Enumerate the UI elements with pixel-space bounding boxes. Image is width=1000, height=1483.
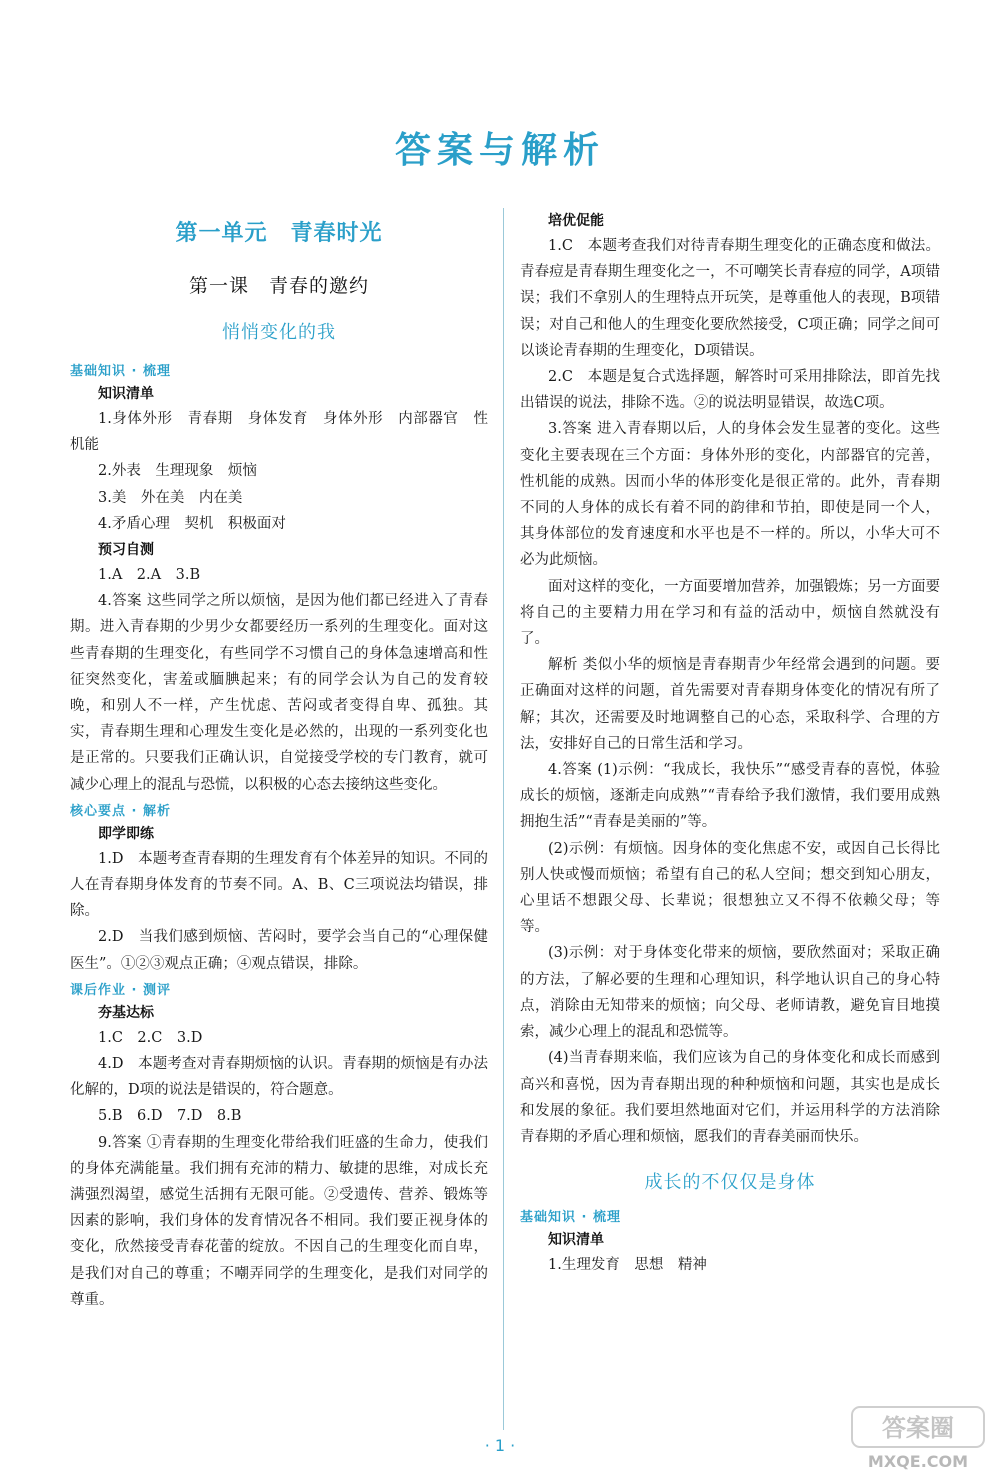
answer-paragraph: 2.D 当我们感到烦恼、苦闷时，要学会当自己的“心理保健医生”。①②③观点正确；④观点错误，排除。: [70, 929, 488, 972]
topic-title: 悄悄变化的我: [222, 322, 336, 343]
sub-label-basic: 夯基达标: [98, 1004, 154, 1021]
answer-paragraph: 2.C 本题是复合式选择题，解答时可采用排除法，即首先找出错误的说法，排除不选。②的说法明显错误，故选C项。: [520, 369, 940, 412]
answer-paragraph: 解析 类似小华的烦恼是青春期青少年经常会遇到的问题。要正确面对这样的问题，首先需要对青春期身体变化的情况有所了解；其次，还需要及时地调整自己的心态，采取科学、合理的方法，安排好自己的日常生活和学习。: [520, 657, 940, 752]
answer-paragraph: (4)当青春期来临，我们应该为自己的身体变化和成长而感到高兴和喜悦，因为青春期出现的种种烦恼和问题，其实也是成长和发展的象征。我们要坦然地面对它们，并运用科学的方法消除青春期的矛盾心理和烦恼，愿我们的青春美丽而快乐。: [520, 1050, 940, 1145]
watermark-url: MXQE.COM: [867, 1452, 969, 1471]
sub-label-practice: 即学即练: [98, 825, 154, 842]
answer-paragraph: 4.D 本题考查对青春期烦恼的认识。青春期的烦恼是有办法化解的，D项的说法是错误的，符合题意。: [70, 1056, 488, 1099]
answer-paragraph: 4.答案 (1)示例：“我成长，我快乐”“感受青春的喜悦，体验成长的烦恼，逐渐走向成熟”“青春给予我们激情，我们要用成熟拥抱生活”“青春是美丽的”等。: [520, 762, 940, 831]
column-divider: [503, 208, 504, 1430]
answer-paragraph: 1.生理发育 思想 精神: [548, 1257, 707, 1274]
watermark-title: 答案圈: [882, 1414, 954, 1442]
answer-paragraph: 面对这样的变化，一方面要增加营养，加强锻炼；另一方面要将自己的主要精力用在学习和有益的活动中，烦恼自然就没有了。: [520, 578, 940, 648]
answer-paragraph: 5.B 6.D 7.D 8.B: [98, 1108, 242, 1125]
section-label-basic: 基础知识 · 梳理: [70, 364, 171, 379]
topic-title-2: 成长的不仅仅是身体: [644, 1172, 816, 1194]
watermark-logo: [848, 1405, 988, 1475]
page-number: · 1 ·: [484, 1436, 516, 1455]
sub-label-knowledge-2: 知识清单: [548, 1232, 604, 1249]
left-column: [70, 210, 488, 1313]
answer-paragraph: 3.美 外在美 内在美: [98, 489, 243, 506]
answer-paragraph: 1.身体外形 青春期 身体发育 身体外形 内部器官 性机能: [70, 411, 488, 454]
answer-paragraph: 2.外表 生理现象 烦恼: [98, 463, 257, 480]
sub-label-improve: 培优促能: [548, 213, 604, 229]
sub-label-knowledge: 知识清单: [98, 386, 154, 402]
answer-paragraph: 1.C 本题考查我们对待青春期生理变化的正确态度和做法。青春痘是青春期生理变化之一，不可嘲笑长青春痘的同学，A项错误；我们不拿别人的生理特点开玩笑，是尊重他人的表现，B项错误；对自己和他人的生理变化要欣然接受，C项正确；同学之间可以谈论青春期的生理变化，D项错误。: [520, 238, 940, 359]
sub-label-preview: 预习自测: [98, 542, 154, 559]
answer-paragraph: 1.D 本题考查青春期的生理发育有个体差异的知识。不同的人在青春期身体发育的节奏不同。A、B、C三项说法均错误，排除。: [70, 850, 488, 920]
unit-title: 第一单元 青春时光: [175, 221, 383, 246]
answer-paragraph: 4.矛盾心理 契机 积极面对: [98, 515, 286, 532]
section-label-homework: 课后作业 · 测评: [70, 982, 171, 998]
lesson-title: 第一课 青春的邀约: [188, 275, 369, 297]
answer-paragraph: 1.A 2.A 3.B: [98, 567, 201, 584]
page-title: 答案与解析: [394, 130, 605, 171]
answer-paragraph: 3.答案 进入青春期以后，人的身体会发生显著的变化。这些变化主要表现在三个方面：身体外形的变化，内部器官的完善，性机能的成熟。因而小华的体形变化是很正常的。此外，青春期不同的人身体的成长有着不同的韵律和节拍，即使是同一个人，其身体部位的发育速度和水平也是不一样的。所以，小华大可不必为此烦恼。: [520, 421, 940, 569]
section-label-basic-2: 基础知识 · 梳理: [520, 1210, 621, 1226]
right-column: [520, 210, 940, 1278]
answer-paragraph: (2)示例：有烦恼。因身体的变化焦虑不安，或因自己长得比别人快或慢而烦恼；希望有自己的私人空间；想交到知心朋友，心里话不想跟父母、长辈说；很想独立又不得不依赖父母；等等。: [520, 840, 940, 936]
section-label-core: 核心要点 · 解析: [70, 803, 171, 819]
answer-paragraph: 9.答案 ①青春期的生理变化带给我们旺盛的生命力，使我们的身体充满能量。我们拥有充沛的精力、敏捷的思维，对成长充满强烈渴望，感觉生活拥有无限可能。②受遗传、营养、锻炼等因素的影响，我们身体的发育情况各不相同。我们要正视身体的变化，欣然接受青春花蕾的绽放。不因自己的生理变化而自卑，是我们对自己的尊重；不嘲弄同学的生理变化，是我们对同学的尊重。: [70, 1134, 488, 1308]
answer-paragraph: 1.C 2.C 3.D: [98, 1029, 203, 1046]
answer-paragraph: 4.答案 这些同学之所以烦恼，是因为他们都已经进入了青春期。进入青春期的少男少女都要经历一系列的生理变化。面对这些青春期的生理变化，有些同学不习惯自己的身体急速增高和性征突然变化，害羞或腼腆起来；有的同学会认为自己的发育较晚，和别人不一样，产生忧虑、苦闷或者变得自卑、孤独。其实，青春期生理和心理发生变化是必然的，出现的一系列变化也是正常的。只要我们正确认识，自觉接受学校的专门教育，就可减少心理上的混乱与恐慌，以积极的心态去接纳这些变化。: [70, 593, 488, 793]
answer-paragraph: (3)示例：对于身体变化带来的烦恼，要欣然面对；采取正确的方法，了解必要的生理和心理知识，科学地认识自己的身心特点，消除由无知带来的烦恼；向父母、老师请教，避免盲目地摸索，减少心理上的混乱和恐慌等。: [520, 945, 940, 1041]
